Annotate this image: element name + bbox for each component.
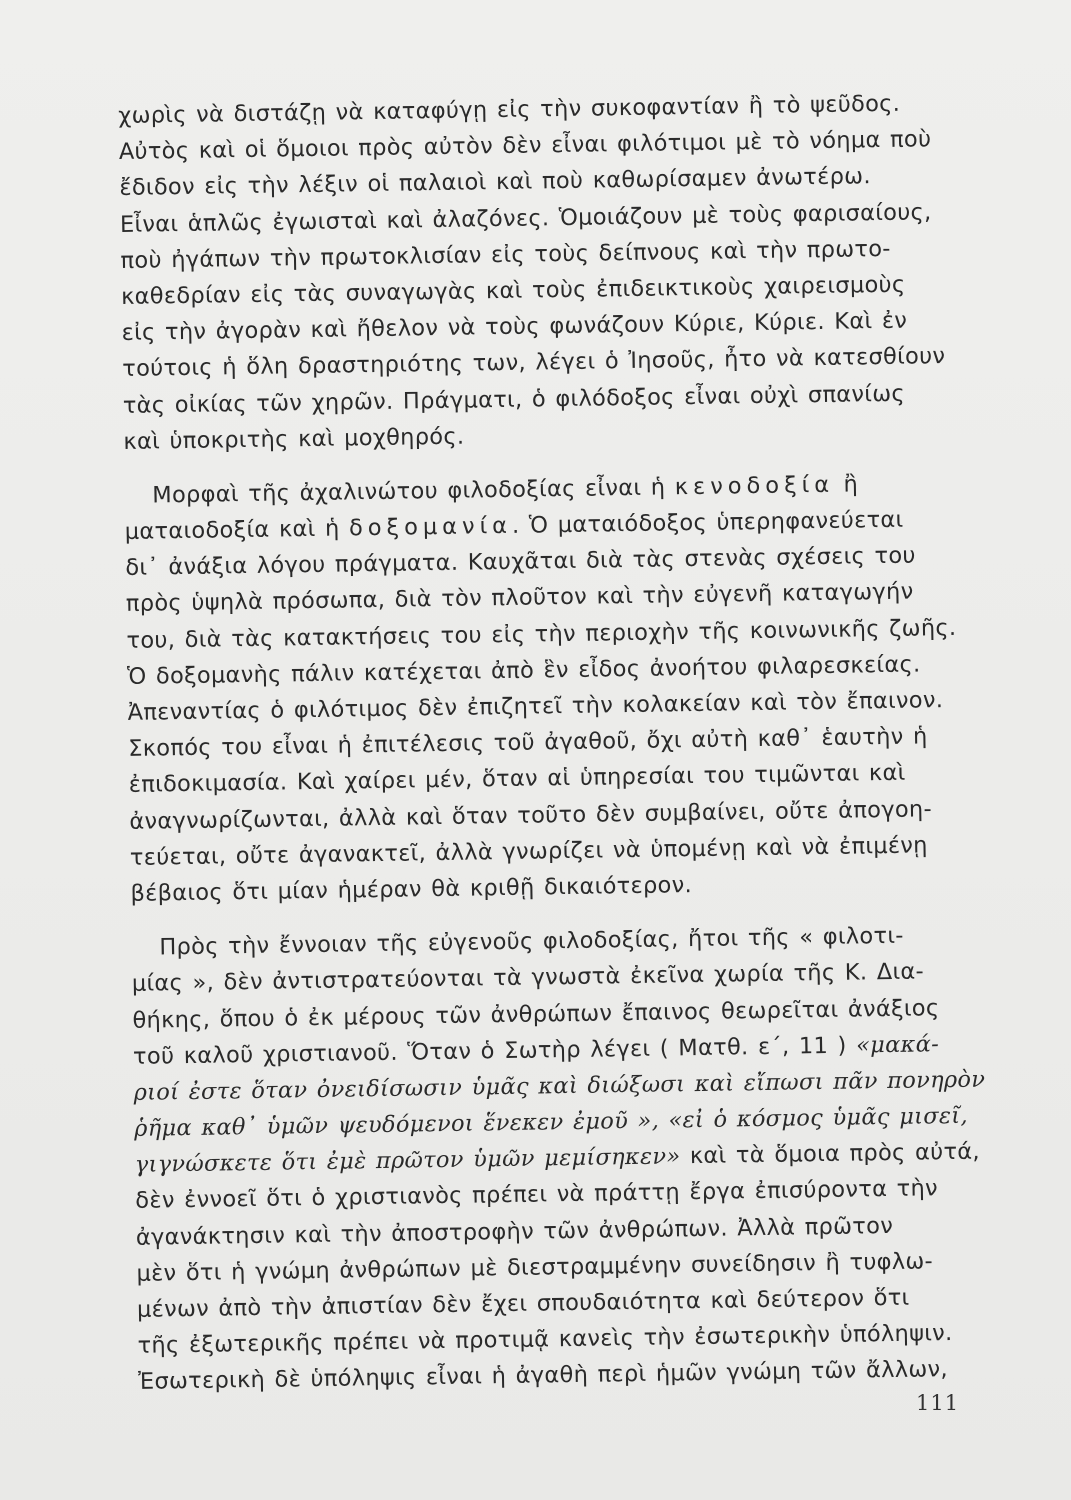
text-line: Αὐτὸς καὶ οἱ ὅμοιοι πρὸς αὐτὸν δὲν εἶναι φιλότιμοι μὲ τὸ νόημα ποὺ xyxy=(118,126,932,166)
text-line: εἰς τὴν ἀγορὰν καὶ ἤθελον νὰ τοὺς φωνάζουν Κύριε, Κύριε. Καὶ ἐν xyxy=(121,307,908,347)
text-line: δὲν ἐννοεῖ ὅτι ὁ χριστιανὸς πρέπει νὰ πράττῃ ἔργα ἐπισύροντα τὴν xyxy=(135,1175,939,1215)
text-line: καὶ ὑποκριτὴς καὶ μοχθηρός. xyxy=(123,423,465,455)
body-text xyxy=(118,85,986,1401)
text-line: χωρὶς νὰ διστάζῃ νὰ καταφύγῃ εἰς τὴν συκοφαντίαν ἢ τὸ ψεῦδος. xyxy=(118,90,901,129)
text-fragment: τοῦ καλοῦ χριστιανοῦ. Ὅταν ὁ Σωτὴρ λέγει ( Ματθ. ε΄, 11 ) xyxy=(132,1032,857,1070)
text-line: ἀγανάκτησιν καὶ τὴν ἀποστροφὴν τῶν ἀνθρώπων. Ἀλλὰ πρῶτον xyxy=(135,1212,894,1251)
text-line: τεύεται, οὔτε ἀγανακτεῖ, ἀλλὰ γνωρίζει νὰ ὑπομένῃ καὶ νὰ ἐπιμένῃ xyxy=(129,832,928,871)
text-fragment: καὶ τὰ ὅμοια πρὸς αὐτά, xyxy=(680,1138,981,1170)
text-line: τῆς ἐξωτερικῆς πρέπει νὰ προτιμᾷ κανεὶς τὴν ἐσωτερικὴν ὑπόληψιν. xyxy=(137,1320,953,1360)
text-fragment: ἢ xyxy=(833,471,859,498)
text-line: Ἐσωτερικὴ δὲ ὑπόληψις εἶναι ἡ ἀγαθὴ περὶ ἡμῶν γνώμη τῶν ἄλλων, xyxy=(137,1356,949,1396)
text-line: του, διὰ τὰς κατακτήσεις του εἰς τὴν περιοχὴν τῆς κοινωνικῆς ζωῆς. xyxy=(126,614,957,654)
quotation-fragment: γιγνώσκετε ὅτι ἐμὲ πρῶτον ὑμῶν μεμίσηκεν» xyxy=(134,1143,681,1179)
text-line: μίας », δὲν ἀντιστρατεύονται τὰ γνωστὰ ἐκεῖνα χωρία τῆς Κ. Δια- xyxy=(131,958,925,998)
text-line: Πρὸς τὴν ἔννοιαν τῆς εὐγενοῦς φιλοδοξίας, ἤτοι τῆς « φιλοτι- xyxy=(159,922,904,961)
spaced-term: δοξομανία xyxy=(348,512,513,542)
quotation-fragment: «μακά- xyxy=(855,1030,940,1059)
text-line: Σκοπός του εἶναι ἡ ἐπιτέλεσις τοῦ ἀγαθοῦ, ὄχι αὐτὴ καθ᾽ ἑαυτὴν ἡ xyxy=(128,723,928,763)
spaced-term: κενοδοξία xyxy=(674,471,835,501)
text-line: ἐπιδοκιμασία. Καὶ χαίρει μέν, ὅταν αἱ ὑπηρεσίαι του τιμῶνται καὶ xyxy=(128,760,906,799)
text-line: μὲν ὅτι ἡ γνώμη ἀνθρώπων μὲ διεστραμμένην συνείδησιν ἢ τυφλω- xyxy=(136,1248,934,1287)
text-fragment: Μορφαὶ τῆς ἀχαλινώτου φιλοδοξίας εἶναι ἡ xyxy=(152,474,676,509)
text-line: Εἶναι ἁπλῶς ἐγωισταὶ καὶ ἀλαζόνες. Ὁμοιάζουν μὲ τοὺς φαρισαίους, xyxy=(119,198,932,238)
text-line: ἔδιδον εἰς τὴν λέξιν οἱ παλαιοὶ καὶ ποὺ καθωρίσαμεν ἀνωτέρω. xyxy=(119,163,871,202)
page-number: 111 xyxy=(916,1391,960,1415)
text-line: πρὸς ὑψηλὰ πρόσωπα, διὰ τὸν πλοῦτον καὶ τὴν εὐγενῆ καταγωγήν xyxy=(125,579,914,618)
text-line: μένων ἀπὸ τὴν ἀπιστίαν δὲν ἔχει σπουδαιότητα καὶ δεύτερον ὅτι xyxy=(136,1284,910,1323)
text-fragment: ματαιοδοξία καὶ ἡ xyxy=(124,515,350,546)
text-line: τὰς οἰκίας τῶν χηρῶν. Πράγματι, ὁ φιλόδοξος εἶναι οὐχὶ σπανίως xyxy=(122,380,906,419)
text-line: καθεδρίαν εἰς τὰς συναγωγὰς καὶ τοὺς ἐπιδεικτικοὺς χαιρεισμοὺς xyxy=(120,271,906,310)
text-line: Ὁ δοξομανὴς πάλιν κατέχεται ἀπὸ ἓν εἶδος ἀνοήτου φιλαρεσκείας. xyxy=(126,651,921,690)
text-line: Ἀπεναντίας ὁ φιλότιμος δὲν ἐπιζητεῖ τὴν κολακείαν καὶ τὸν ἔπαινον. xyxy=(127,687,944,726)
text-line: θήκης, ὅπου ὁ ἐκ μέρους τῶν ἀνθρώπων ἔπαινος θεωρεῖται ἀνάξιος xyxy=(132,994,940,1034)
text-line: τούτοις ἡ ὅλη δραστηριότης των, λέγει ὁ Ἰησοῦς, ἦτο νὰ κατεσθίουν xyxy=(122,343,946,383)
text-line: δι᾽ ἀνάξια λόγου πράγματα. Καυχᾶται διὰ τὰς στενὰς σχέσεις του xyxy=(125,542,916,582)
quotation-line: ριοί ἐστε ὅταν ὀνειδίσωσιν ὑμᾶς καὶ διώξωσι καὶ εἴπωσι πᾶν πονηρὸν xyxy=(133,1066,986,1106)
text-line: ποὺ ἠγάπων τὴν πρωτοκλισίαν εἰς τοὺς δείπνους καὶ τὴν πρωτο- xyxy=(120,235,891,274)
text-line: βέβαιος ὅτι μίαν ἡμέραν θὰ κριθῇ δικαιότερον. xyxy=(130,872,693,907)
text-fragment: . Ὁ ματαιόδοξος ὑπερηφανεύεται xyxy=(511,506,904,539)
quotation-line: ῥῆμα καθ᾽ ὑμῶν ψευδόμενοι ἕνεκεν ἐμοῦ », «εἰ ὁ κόσμος ὑμᾶς μισεῖ, xyxy=(133,1102,969,1142)
text-line: ἀναγνωρίζωνται, ἀλλὰ καὶ ὅταν τοῦτο δὲν συμβαίνει, οὔτε ἀπογοη- xyxy=(129,795,933,835)
